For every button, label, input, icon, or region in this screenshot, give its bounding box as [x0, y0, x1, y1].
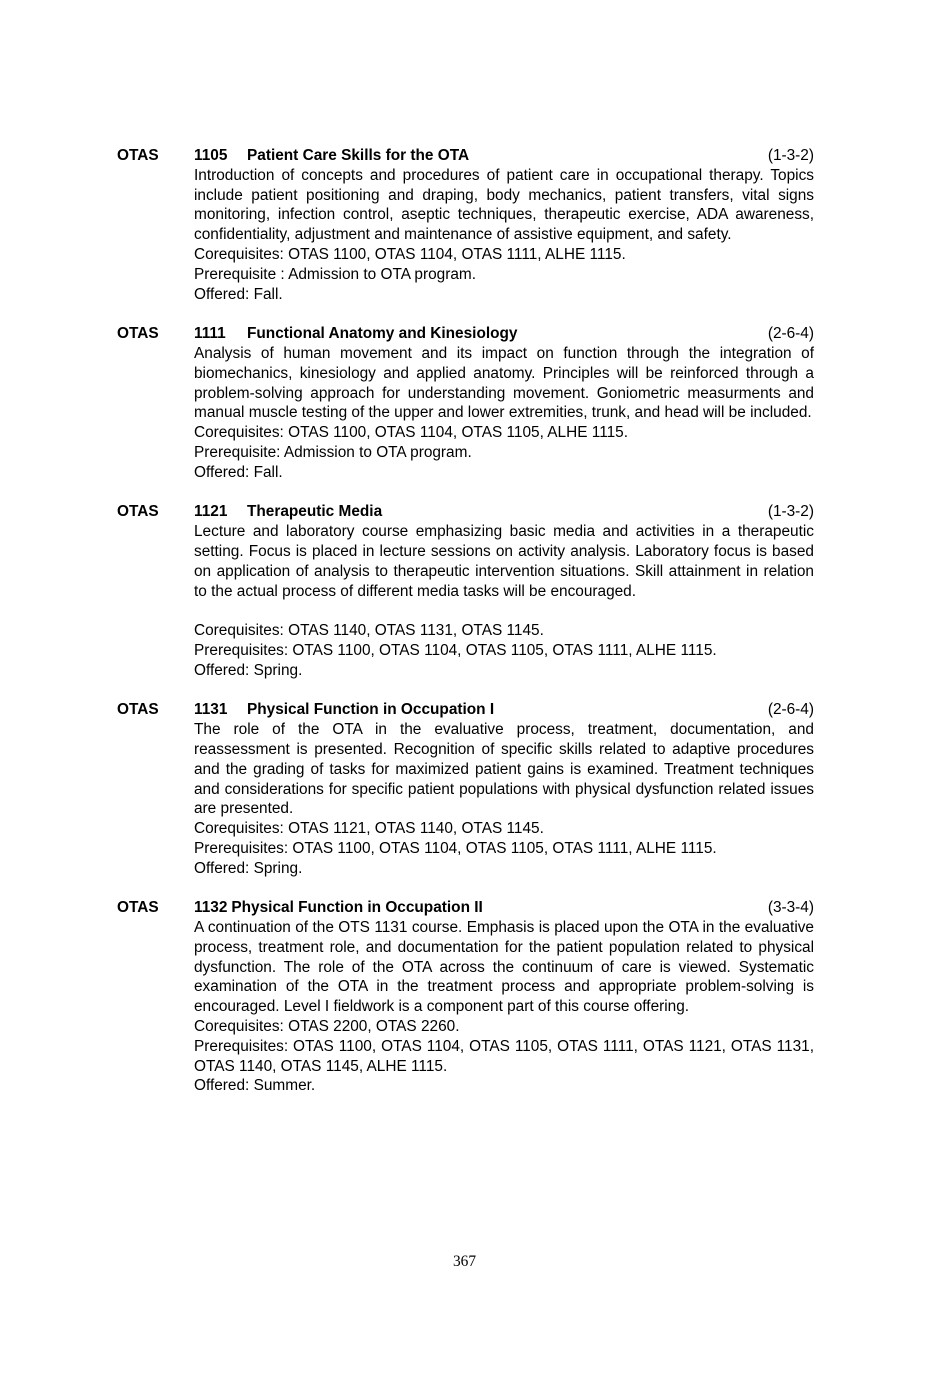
course-heading — [194, 700, 814, 720]
course-body — [194, 502, 814, 680]
course-body — [194, 700, 814, 878]
course-title: Physical Function in Occupation I — [247, 701, 495, 719]
course-title: Therapeutic Media — [247, 503, 383, 521]
course-entry — [117, 324, 814, 482]
course-department: OTAS — [117, 147, 159, 164]
course-description: Introduction of concepts and procedures of patient care in occupational therapy. Topics include patient positioning and draping, body mechanics, patient transfers, vital signs monitoring, infection control, aseptic techniques, therapeutic exercise, ADA awareness, confidentiality, adjustment and maintenance of assistive equipment, and safety. — [194, 166, 814, 244]
page-number: 367 — [452, 1253, 477, 1270]
course-department: OTAS — [117, 899, 159, 917]
blank-line — [194, 601, 814, 621]
course-corequisites: Corequisites: OTAS 1100, OTAS 1104, OTAS 1105, ALHE 1115. — [194, 424, 629, 442]
course-credits: (3-3-4) — [767, 899, 814, 917]
course-title: Patient Care Skills for the OTA — [247, 147, 470, 164]
course-title-group — [194, 146, 469, 166]
course-credits: (2-6-4) — [767, 701, 814, 719]
course-corequisites: Corequisites: OTAS 2200, OTAS 2260. — [194, 1018, 460, 1036]
course-listing — [117, 146, 814, 1116]
course-corequisites: Corequisites: OTAS 1121, OTAS 1140, OTAS 1145. — [194, 820, 544, 838]
course-title-group — [194, 898, 483, 918]
course-prerequisites: Prerequisites: OTAS 1100, OTAS 1104, OTAS 1105, OTAS 1111, OTAS 1121, OTAS 1131, OTAS 1140, OTAS 1145, ALHE 1115. — [194, 1037, 814, 1075]
course-heading — [194, 146, 814, 166]
course-number: 1132 — [194, 899, 228, 917]
course-number: 1111 — [194, 325, 226, 343]
course-entry — [117, 146, 814, 304]
course-credits: (1-3-2) — [767, 503, 814, 521]
course-number: 1121 — [194, 503, 228, 521]
course-title-group — [194, 324, 518, 344]
course-body — [194, 146, 814, 304]
course-offered: Offered: Spring. — [194, 859, 303, 877]
course-prerequisites: Prerequisites: OTAS 1100, OTAS 1104, OTAS 1105, OTAS 1111, ALHE 1115. — [194, 839, 717, 857]
course-offered: Offered: Fall. — [194, 285, 283, 303]
course-body — [194, 324, 814, 482]
course-entry — [117, 502, 814, 680]
course-description: A continuation of the OTS 1131 course. Emphasis is placed upon the OTA in the evaluative process, treatment role, and documentation for the patient population related to physical dysfunction. The role of the OTA across the continuum of care is viewed. Systematic examination of the OTA in the treatment process and appropriate problem-solving is encouraged. Level I fieldwork is a component part of this course offering. — [194, 919, 814, 1016]
course-title: Functional Anatomy and Kinesiology — [247, 325, 518, 343]
course-department: OTAS — [117, 701, 159, 719]
course-description: Lecture and laboratory course emphasizing basic media and activities in a therapeutic setting. Focus is placed in lecture sessions on activity analysis. Laboratory focus is based on application of analysis to therapeutic intervention situations. Skill attainment in relation to the actual process of different media tasks will be encouraged. — [194, 523, 814, 600]
course-body — [194, 898, 814, 1096]
course-description: Analysis of human movement and its impact on function through the integration of biomechanics, kinesiology and applied anatomy. Principles will be reinforced through a problem-solving approach for understanding movement. Goniometric measurments and manual muscle testing of the upper and lower extremities, trunk, and head will be included. — [194, 344, 814, 422]
course-heading — [194, 898, 814, 918]
course-offered: Offered: Spring. — [194, 661, 303, 679]
course-entry — [117, 700, 814, 878]
course-prerequisites: Prerequisite : Admission to OTA program. — [194, 265, 476, 283]
course-offered: Offered: Summer. — [194, 1077, 316, 1095]
course-title-group — [194, 502, 382, 522]
course-department: OTAS — [117, 325, 159, 343]
course-description: The role of the OTA in the evaluative process, treatment, documentation, and reassessment is presented. Recognition of specific skills related to adaptive procedures and the grading of tasks for maximized patient gains is examined. Treatment techniques and considerations for specific patient populations with physical dysfunction related issues are presented. — [194, 721, 814, 818]
course-prerequisites: Prerequisite: Admission to OTA program. — [194, 443, 472, 461]
course-number: 1105 — [194, 147, 228, 164]
course-heading — [194, 324, 814, 344]
course-heading — [194, 502, 814, 522]
course-number: 1131 — [194, 701, 228, 719]
course-corequisites: Corequisites: OTAS 1100, OTAS 1104, OTAS 1111, ALHE 1115. — [194, 245, 626, 263]
course-department: OTAS — [117, 503, 159, 521]
course-title-group — [194, 700, 494, 720]
course-title: Physical Function in Occupation II — [231, 899, 483, 917]
course-corequisites: Corequisites: OTAS 1140, OTAS 1131, OTAS 1145. — [194, 622, 544, 640]
course-credits: (2-6-4) — [767, 325, 814, 343]
course-offered: Offered: Fall. — [194, 463, 283, 481]
course-entry — [117, 898, 814, 1096]
course-prerequisites: Prerequisites: OTAS 1100, OTAS 1104, OTAS 1105, OTAS 1111, ALHE 1115. — [194, 641, 717, 659]
course-credits: (1-3-2) — [767, 147, 814, 164]
